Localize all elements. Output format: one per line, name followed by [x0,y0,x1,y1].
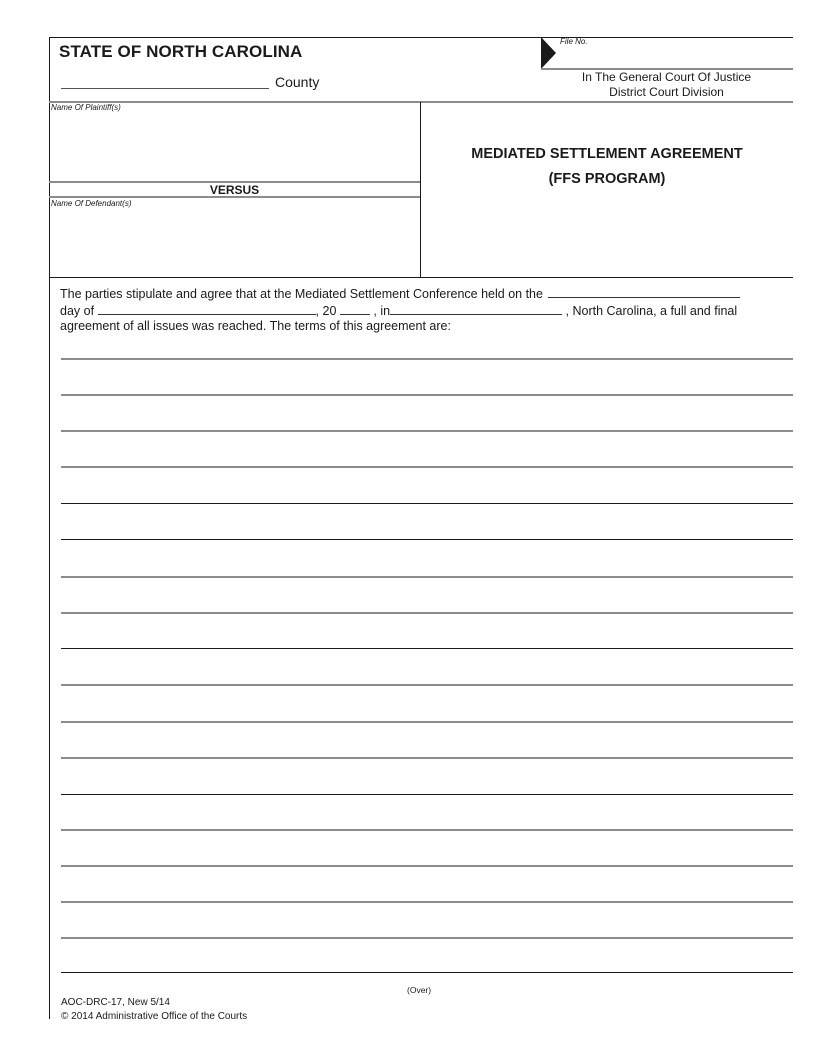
terms-line-4[interactable] [61,466,793,468]
terms-line-13[interactable] [61,794,793,795]
stipulation-line-2 [60,302,800,319]
terms-line-10[interactable] [61,684,793,686]
form-number: AOC-DRC-17, New 5/14 [61,997,170,1008]
stipulation-text-4: , in [373,304,391,318]
plaintiff-label: Name Of Plaintiff(s) [51,103,121,112]
caption-bottom-border [49,277,793,278]
stipulation-line-3: agreement of all issues was reached. The terms of this agreement are: [60,319,451,333]
terms-line-7[interactable] [61,576,793,578]
file-no-label: File No. [560,37,588,46]
county-label: County [275,74,320,90]
stipulation-text-5: , North Carolina, a full and final [565,304,738,318]
terms-line-6[interactable] [61,539,793,540]
terms-line-5[interactable] [61,503,793,504]
caption-center-divider [420,102,421,277]
court-name: In The General Court Of Justice [581,70,752,84]
stipulation-paragraph [60,285,800,334]
versus-label: VERSUS [209,183,260,197]
file-arrow-icon [541,37,556,69]
frame-top-left-border [49,37,541,38]
stipulation-text-3: , 20 [315,304,337,318]
conference-year-input[interactable] [340,302,370,315]
terms-line-1[interactable] [61,358,793,360]
conference-month-input[interactable] [98,302,316,315]
terms-line-18[interactable] [61,972,793,973]
conference-day-input[interactable] [548,285,740,298]
defendant-label: Name Of Defendant(s) [51,199,132,208]
county-input[interactable] [61,88,269,89]
stipulation-text-1: The parties stipulate and agree that at the Mediated Settlement Conference held on the [60,287,543,301]
terms-line-16[interactable] [61,901,793,903]
terms-line-12[interactable] [61,757,793,759]
plaintiff-input[interactable] [52,115,417,179]
form-subtitle: (FFS PROGRAM) [548,171,666,187]
terms-line-11[interactable] [61,721,793,723]
copyright-notice: © 2014 Administrative Office of the Courts [61,1011,248,1022]
terms-line-9[interactable] [61,648,793,649]
form-title: MEDIATED SETTLEMENT AGREEMENT [471,146,743,162]
conference-location-input[interactable] [390,302,562,315]
state-title: STATE OF NORTH CAROLINA [59,42,303,61]
court-division: District Court Division [609,85,724,99]
terms-line-14[interactable] [61,829,793,831]
terms-line-2[interactable] [61,394,793,396]
terms-line-15[interactable] [61,865,793,867]
header-divider [49,101,793,103]
over-note: (Over) [407,985,432,995]
stipulation-text-2: day of [60,304,95,318]
stipulation-line-1 [60,285,800,302]
terms-line-8[interactable] [61,612,793,614]
versus-bottom-rule [49,196,420,198]
terms-line-3[interactable] [61,430,793,432]
defendant-input[interactable] [52,211,417,273]
file-no-input[interactable] [560,48,790,66]
terms-line-17[interactable] [61,937,793,939]
